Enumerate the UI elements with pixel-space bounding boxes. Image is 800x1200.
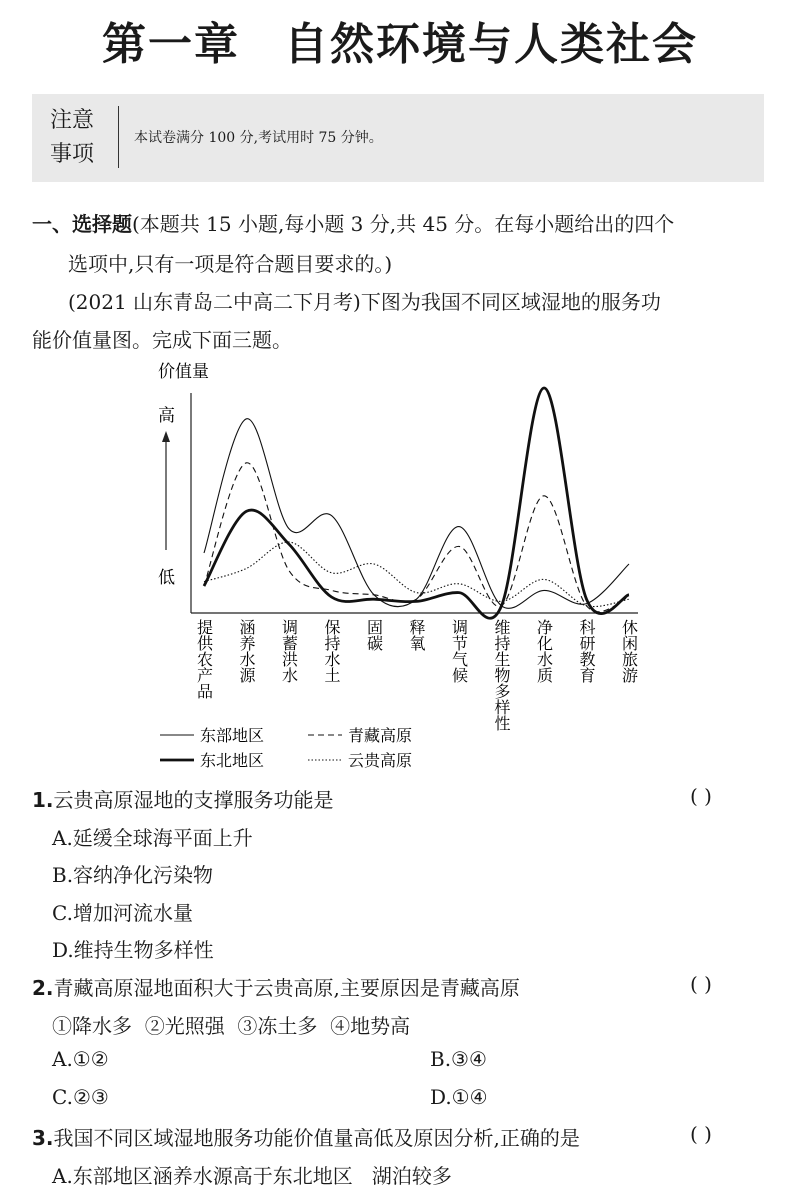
section-desc-2: 选项中,只有一项是符合题目要求的。)	[68, 252, 393, 276]
section-desc: (本题共 15 小题,每小题 3 分,共 45 分。在每小题给出的四个	[132, 212, 675, 236]
q2-answer-paren[interactable]: ( )	[690, 972, 712, 996]
q3-option-a[interactable]: A.东部地区涵养水源高于东北地区 湖泊较多	[52, 1164, 452, 1188]
chapter-title	[0, 8, 800, 72]
section-heading: 一、选择题	[32, 212, 132, 236]
wetland-value-chart	[150, 355, 650, 775]
intro-line-2: 能价值量图。完成下面三题。	[32, 328, 292, 352]
legend-label: 东北地区	[200, 751, 265, 770]
x-tick-label: 调蓄洪水	[279, 619, 299, 683]
x-tick-label: 保持水土	[322, 619, 341, 683]
y-arrowhead	[162, 431, 170, 442]
x-tick-label: 科研教育	[577, 619, 596, 683]
q2-stem: 2.青藏高原湿地面积大于云贵高原,主要原因是青藏高原	[32, 976, 520, 1000]
legend-label: 云贵高原	[348, 751, 413, 770]
q3-answer-paren[interactable]: ( )	[690, 1122, 712, 1146]
notice-label: 注意 事项	[50, 108, 95, 167]
y-axis-label: 价值量	[158, 362, 209, 382]
y-high-label: 高	[158, 406, 175, 426]
x-tick-label: 提供农产品	[194, 619, 214, 699]
q1-option-c[interactable]: C.增加河流水量	[52, 901, 193, 925]
x-tick-label: 休闲旅游	[619, 619, 639, 683]
chapter-number: 第一章	[102, 19, 240, 70]
q2-option-c[interactable]: C.②③	[52, 1085, 109, 1109]
series-line-1	[204, 388, 629, 618]
x-tick-label: 涵养水源	[237, 619, 256, 683]
x-tick-label: 释氧	[407, 619, 426, 651]
legend-label: 东部地区	[200, 726, 265, 745]
q1-stem: 1.云贵高原湿地的支撑服务功能是	[32, 788, 334, 812]
intro-line-1: (2021 山东青岛二中高二下月考)下图为我国不同区域湿地的服务功	[68, 290, 661, 314]
q1-option-a[interactable]: A.延缓全球海平面上升	[52, 826, 253, 850]
notice-divider	[118, 106, 119, 168]
x-tick-label: 固碳	[364, 619, 384, 651]
q3-stem: 3.我国不同区域湿地服务功能价值量高低及原因分析,正确的是	[32, 1126, 580, 1150]
chapter-name: 自然环境与人类社会	[284, 19, 698, 70]
notice-text: 本试卷满分 100 分,考试用时 75 分钟。	[134, 130, 383, 146]
series-line-3	[204, 542, 629, 607]
section-heading-line	[32, 208, 674, 237]
x-tick-label: 维持生物多样性	[492, 619, 511, 731]
x-tick-label: 调节气候	[449, 619, 469, 683]
notice-box	[32, 94, 764, 182]
q2-option-a[interactable]: A.①②	[52, 1047, 109, 1071]
x-tick-label: 净化水质	[534, 619, 554, 683]
y-low-label: 低	[158, 568, 175, 588]
series-line-0	[204, 419, 629, 609]
q2-option-d[interactable]: D.①④	[430, 1085, 488, 1109]
q1-answer-paren[interactable]: ( )	[690, 784, 712, 808]
q2-option-b[interactable]: B.③④	[430, 1047, 487, 1071]
legend-label: 青藏高原	[348, 726, 413, 745]
q1-option-d[interactable]: D.维持生物多样性	[52, 938, 214, 962]
q2-items: ①降水多 ②光照强 ③冻土多 ④地势高	[52, 1014, 411, 1038]
q1-option-b[interactable]: B.容纳净化污染物	[52, 863, 214, 887]
